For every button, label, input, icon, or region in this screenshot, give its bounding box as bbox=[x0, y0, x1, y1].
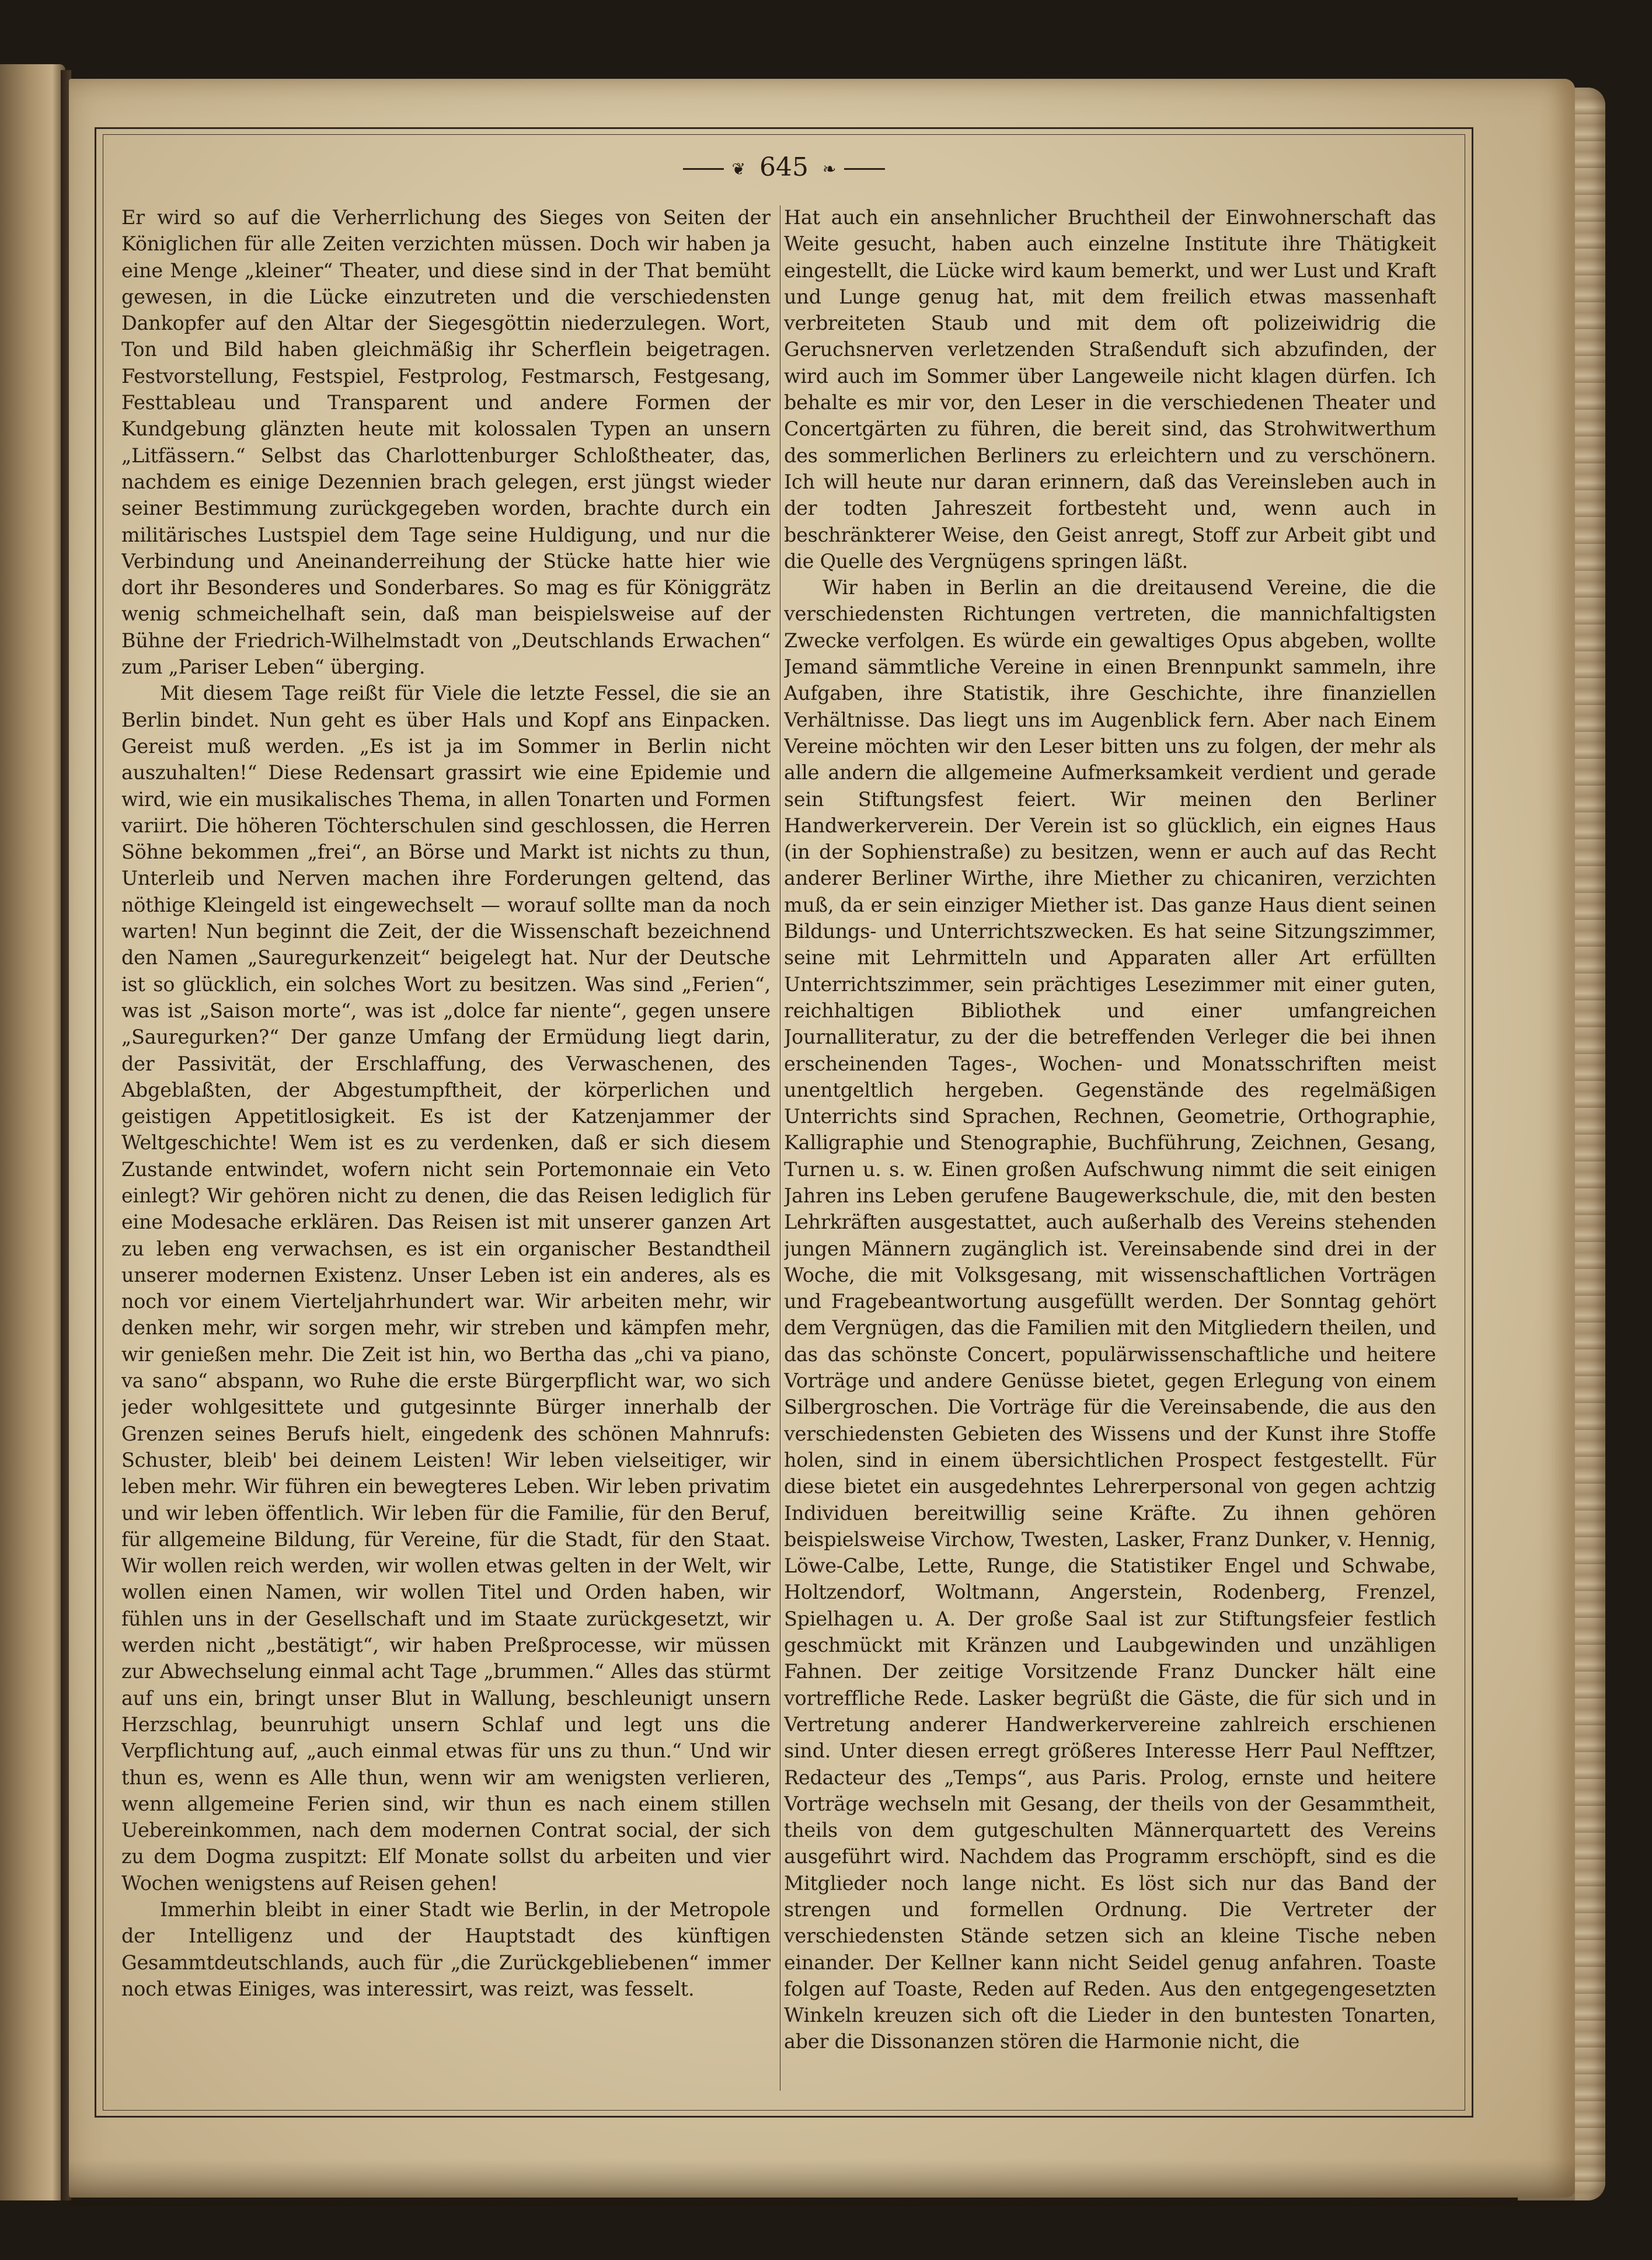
ornament-left-icon: ❦ bbox=[731, 159, 745, 179]
ornament-right-icon: ❧ bbox=[822, 159, 837, 179]
paragraph: Mit diesem Tage reißt für Viele die letzte Fessel, die sie an Berlin bindet. Nun geht es über Hals und Kopf ans Einpacken. Gereist muß werden. „Es ist ja im Sommer in Berlin nicht auszuhalten!“ Diese Redensart grassirt wie eine Epidemie und wird, wie ein musikalisches Thema, in allen Tonarten und Formen variirt. Die höheren Töchterschulen sind geschlossen, die Herren Söhne bekommen „frei“, an Börse und Markt ist nichts zu thun, Unterleib und Nerven machen ihre Forderungen geltend, das nöthige Kleingeld ist eingewechselt — worauf sollte man da noch warten! Nun beginnt die Zeit, der die Wissenschaft bezeichnend den Namen „Sauregurkenzeit“ beigelegt hat. Nur der Deutsche ist so glücklich, ein solches Wort zu besitzen. Was sind „Ferien“, was ist „Saison morte“, was ist „dolce far niente“, gegen unsere „Sauregurken?“ Der ganze Umfang der Ermüdung liegt darin, der Passivität, der Erschlaffung, des Verwaschenen, des Abgeblaßten, der Abgestumpftheit, der körperlichen und geistigen Appetitlosigkeit. Es ist der Katzenjammer der Weltgeschichte! Wem ist es zu verdenken, daß er sich diesem Zustande entwindet, wofern nicht sein Portemonnaie ein Veto einlegt? Wir gehören nicht zu denen, die das Reisen lediglich für eine Modesache erklären. Das Reisen ist mit unserer ganzen Art zu leben eng verwachsen, es ist ein organischer Bestandtheil unserer modernen Existenz. Unser Leben ist ein anderes, als es noch vor einem Vierteljahrhundert war. Wir arbeiten mehr, wir denken mehr, wir sorgen mehr, wir streben und kämpfen mehr, wir genießen mehr. Die Zeit ist hin, wo Bertha das „chi va piano, va sano“ abspann, wo Ruhe die erste Bürgerpflicht war, wo sich jeder wohlgesittete und gutgesinnte Bürger innerhalb der Grenzen seines Berufs hielt, eingedenk des schönen Mahnrufs: Schuster, bleib' bei deinem Leisten! Wir leben vielseitiger, wir leben mehr. Wir führen ein bewegteres Leben. Wir leben privatim und wir leben öffentlich. Wir leben für die Familie, für den Beruf, für allgemeine Bildung, für Vereine, für die Stadt, für den Staat. Wir wollen reich werden, wir wollen etwas gelten in der Welt, wir wollen einen Namen, wir wollen Titel und Orden haben, wir fühlen uns in der Gesellschaft und im Staate zurückgesetzt, wir werden nicht „bestätigt“, wir haben Preßprocesse, wir müssen zur Abwechselung einmal acht Tage „brummen.“ Alles das stürmt auf uns ein, bringt unser Blut in Wallung, beschleunigt unsern Herzschlag, beunruhigt unsern Schlaf und legt uns die Verpflichtung auf, „auch einmal etwas für uns zu thun.“ Und wir thun es, wenn es Alle thun, wenn wir am wenigsten verlieren, wenn allgemeine Ferien sind, wir thun es nach einem stillen Uebereinkommen, nach dem modernen Contrat social, der sich zu dem Dogma zuspitzt: Elf Monate sollst du arbeiten und vier Wochen wenigstens auf Reisen gehen! bbox=[121, 682, 771, 1895]
header-rule-right bbox=[844, 168, 885, 170]
paragraph: Hat auch ein ansehnlicher Bruchtheil der Einwohnerschaft das Weite gesucht, haben auch einzelne Institute ihre Thätigkeit eingestellt, die Lücke wird kaum bemerkt, und wer Lust und Kraft und Lunge genug hat, mit dem freilich etwas massenhaft verbreiteten Staub und mit dem oft polizeiwidrig die Geruchsnerven verletzenden Straßenduft sich abzufinden, der wird auch im Sommer über Langeweile nicht klagen dürfen. Ich behalte es mir vor, den Leser in die verschiedenen Theater und Concertgärten zu führen, die bereit sind, das Strohwitwerthum des sommerlichen Berliners zu erleichtern und zu verschönern. Ich will heute nur daran erinnern, daß das Vereinsleben auch in der todten Jahreszeit fortbesteht und, wenn auch in beschränkterer Weise, den Geist anregt, Stoff zur Arbeit gibt und die Quelle des Vergnügens springen läßt. bbox=[784, 206, 1436, 573]
header-rule-left bbox=[683, 168, 724, 170]
page-number: 645 bbox=[759, 152, 808, 182]
right-column bbox=[784, 204, 1436, 2090]
page-bottom-shadow bbox=[69, 2160, 1575, 2206]
page-header bbox=[103, 147, 1465, 188]
left-page-edge bbox=[0, 64, 65, 2200]
left-column bbox=[121, 204, 771, 2090]
paragraph: Er wird so auf die Verherrlichung des Sieges von Seiten der Königlichen für alle Zeiten verzichten müssen. Doch wir haben ja eine Menge „kleiner“ Theater, und diese sind in der That bemüht gewesen, in die Lücke einzutreten und die verschiedensten Dankopfer auf den Altar der Siegesgöttin niederzulegen. Wort, Ton und Bild haben gleichmäßig ihr Scherflein beigetragen. Festvorstellung, Festspiel, Festprolog, Festmarsch, Festgesang, Festtableau und Transparent und andere Formen der Kundgebung glänzten heute mit kolossalen Typen an unsern „Litfässern.“ Selbst das Charlottenburger Schloßtheater, das, nachdem es einige Dezennien brach gelegen, erst jüngst wieder seiner Bestimmung zurückgegeben worden, brachte durch ein militärisches Lustspiel dem Tage seine Huldigung, und nur die Verbindung und Aneinanderreihung der Stücke hatte hier wie dort ihr Besonderes und Sonderbares. So mag es für Königgrätz wenig schmeichelhaft sein, daß man beispielsweise auf der Bühne der Friedrich-Wilhelmstadt von „Deutschlands Erwachen“ zum „Pariser Leben“ überging. bbox=[121, 206, 771, 679]
paragraph: Wir haben in Berlin an die dreitausend Vereine, die die verschiedensten Richtungen vertreten, die mannichfaltigsten Zwecke verfolgen. Es würde ein gewaltiges Opus abgeben, wollte Jemand sämmtliche Vereine in einen Brennpunkt sammeln, ihre Aufgaben, ihre Statistik, ihre Geschichte, ihre finanziellen Verhältnisse. Das liegt uns im Augenblick fern. Aber nach Einem Vereine möchten wir den Leser bitten uns zu folgen, der mehr als alle andern die allgemeine Aufmerksamkeit verdient und gerade sein Stiftungsfest feiert. Wir meinen den Berliner Handwerkerverein. Der Verein ist so glücklich, ein eignes Haus (in der Sophienstraße) zu besitzen, wenn er auch auf das Recht anderer Berliner Wirthe, ihre Miether zu chicaniren, verzichten muß, da er sein einziger Miether ist. Das ganze Haus dient seinen Bildungs- und Unterrichtszwecken. Es hat seine Sitzungszimmer, seine mit Lehrmitteln und Apparaten aller Art erfüllten Unterrichtszimmer, sein prächtiges Lesezimmer mit einer guten, reichhaltigen Bibliothek und einer umfangreichen Journalliteratur, zu der die betreffenden Verleger die bei ihnen erscheinenden Tages-, Wochen- und Monatsschriften meist unentgeltlich hergeben. Gegenstände des regelmäßigen Unterrichts sind Sprachen, Rechnen, Geometrie, Orthographie, Kalligraphie und Stenographie, Buchführung, Zeichnen, Gesang, Turnen u. s. w. Einen großen Aufschwung nimmt die seit einigen Jahren ins Leben gerufene Baugewerkschule, die, mit den besten Lehrkräften ausgestattet, auch außerhalb des Vereins stehenden jungen Männern zugänglich ist. Vereinsabende sind drei in der Woche, die mit Volksgesang, mit wissenschaftlichen Vorträgen und Fragebeantwortung ausgefüllt werden. Der Sonntag gehört dem Vergnügen, das die Familien mit den Mitgliedern theilen, und das das schönste Concert, populärwissenschaftliche und heitere Vorträge und andere Genüsse bietet, gegen Erlegung von einem Silbergroschen. Die Vorträge für die Vereinsabende, die aus den verschiedensten Gebieten des Wissens und der Kunst ihre Stoffe holen, sind in einem übersichtlichen Prospect festgestellt. Für diese bietet ein ausgedehntes Lehrerpersonal von gegen achtzig Individuen bereitwillig seine Kräfte. Zu ihnen gehören beispielsweise Virchow, Twesten, Lasker, Franz Dunker, v. Hennig, Löwe-Calbe, Lette, Runge, die Statistiker Engel und Schwabe, Holtzendorf, Woltmann, Angerstein, Rodenberg, Frenzel, Spielhagen u. A. Der große Saal ist zur Stiftungsfeier festlich geschmückt mit Kränzen und Laubgewinden und unzähligen Fahnen. Der zeitige Vorsitzende Franz Duncker hält eine vortreffliche Rede. Lasker begrüßt die Gäste, die für sich und in Vertretung anderer Handwerkervereine zahlreich erschienen sind. Unter diesen erregt größeres Interesse Herr Paul Nefftzer, Redacteur des „Temps“, aus Paris. Prolog, ernste und heitere Vorträge wechseln mit Gesang, der theils von der Gesammtheit, theils von dem gutgeschulten Männerquartett des Vereins ausgeführt wird. Nachdem das Programm erschöpft, sind es die Mitglieder noch lange nicht. Es löst sich nur das Band der strengen und formellen Ordnung. Die Vertreter der verschiedensten Stände setzen sich an kleine Tische neben einander. Der Kellner kann nicht Seidel genug anfahren. Toaste folgen auf Toaste, Reden auf Reden. Aus den entgegengesetzten Winkeln kreuzen sich oft die Lieder in den buntesten Tonarten, aber die Dissonanzen stören die Harmonie nicht, die bbox=[784, 576, 1436, 2053]
paragraph: Immerhin bleibt in einer Stadt wie Berlin, in der Metropole der Intelligenz und der Hauptstadt des künftigen Gesammtdeutschlands, auch für „die Zurückgebliebenen“ immer noch etwas Einiges, was interessirt, was reizt, was fesselt. bbox=[121, 1898, 771, 2000]
